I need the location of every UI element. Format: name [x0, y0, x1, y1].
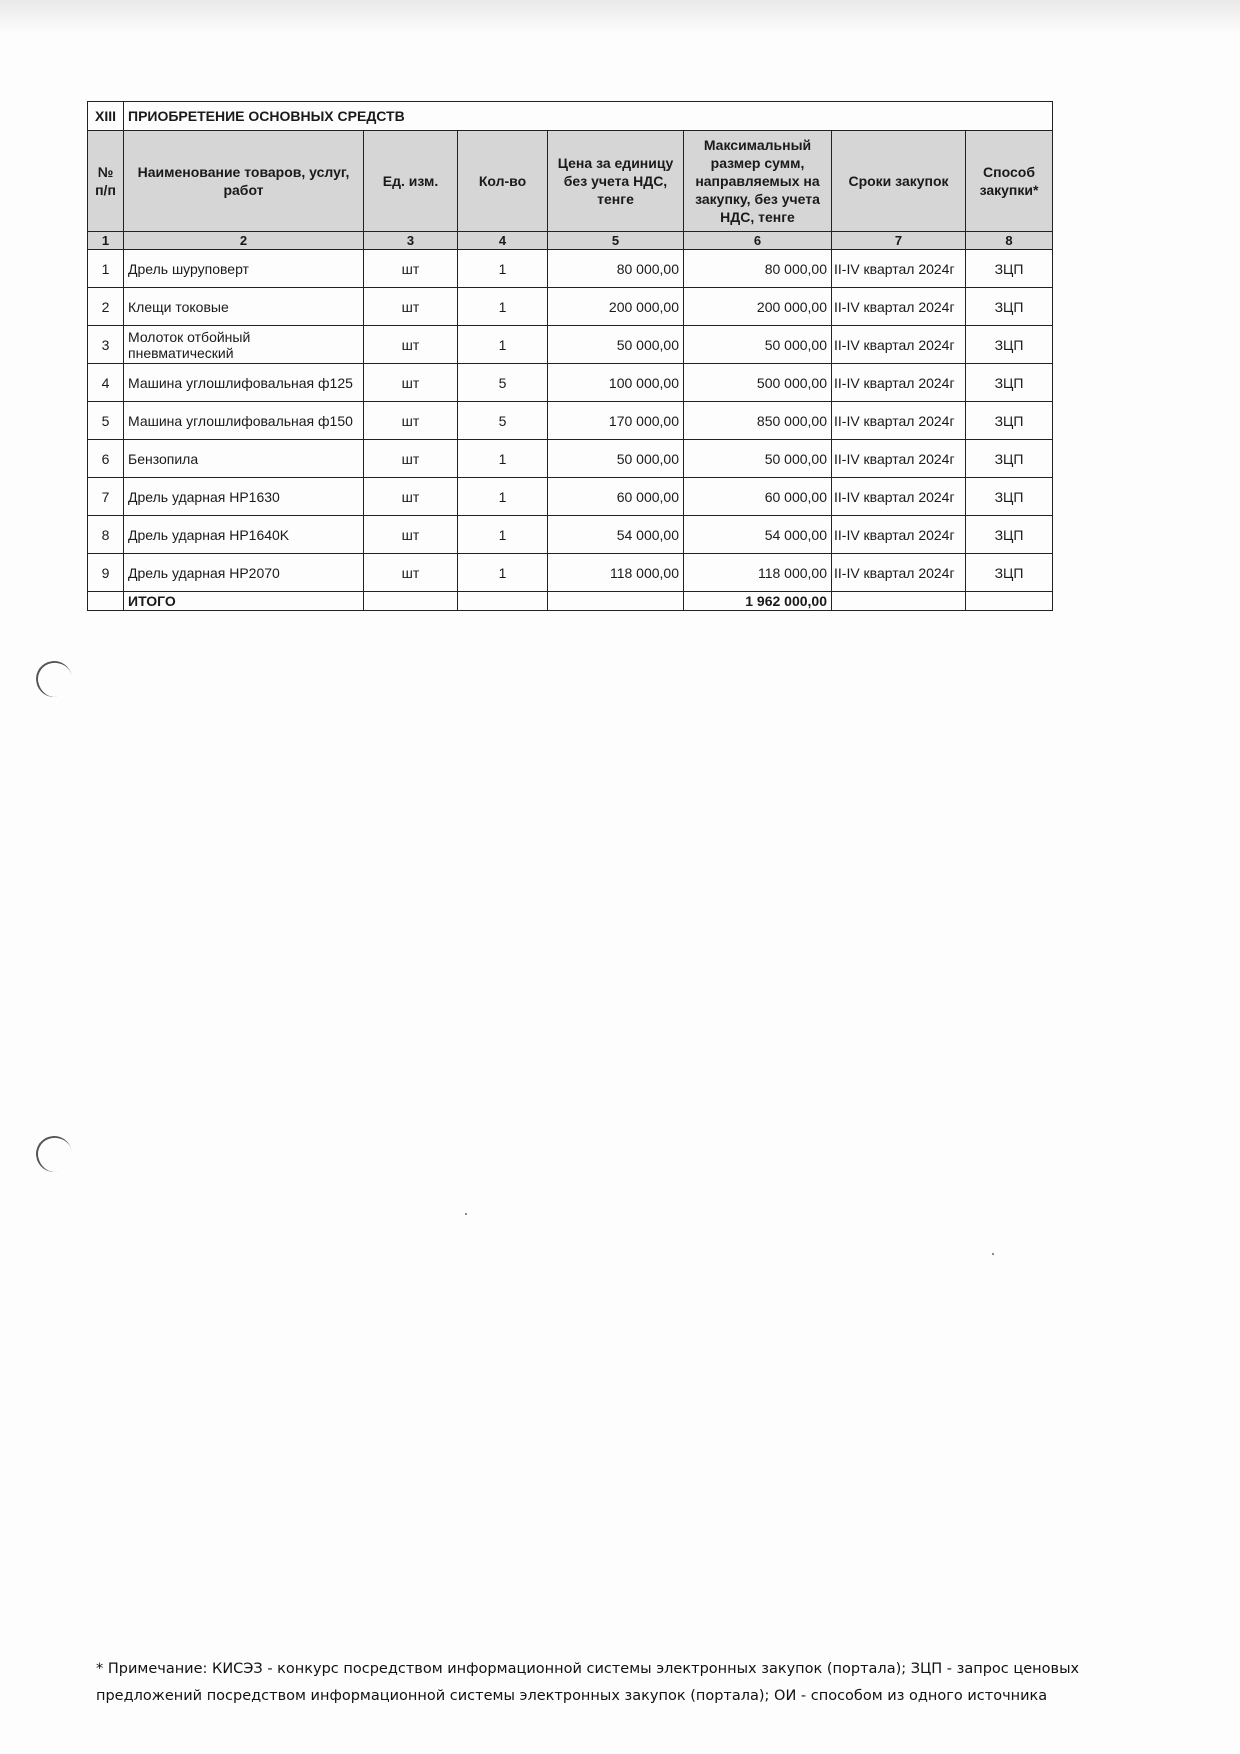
procurement-method: ЗЦП [966, 288, 1053, 326]
table-row [88, 288, 1053, 326]
col-header-num: № п/п [88, 131, 124, 232]
scan-speck [465, 1213, 467, 1215]
total-empty-cell [88, 592, 124, 611]
scan-shadow [0, 0, 1240, 34]
procurement-period: II-IV квартал 2024г [832, 288, 966, 326]
table-row [88, 516, 1053, 554]
max-sum: 60 000,00 [684, 478, 832, 516]
max-sum: 54 000,00 [684, 516, 832, 554]
total-empty-cell [832, 592, 966, 611]
unit: шт [364, 402, 458, 440]
row-number: 8 [88, 516, 124, 554]
row-number: 7 [88, 478, 124, 516]
col-index: 7 [832, 232, 966, 250]
row-number: 5 [88, 402, 124, 440]
unit: шт [364, 516, 458, 554]
procurement-method: ЗЦП [966, 326, 1053, 364]
unit: шт [364, 554, 458, 592]
footnote [96, 1656, 1116, 1710]
col-index: 6 [684, 232, 832, 250]
column-index-row [88, 232, 1053, 250]
procurement-method: ЗЦП [966, 440, 1053, 478]
row-number: 3 [88, 326, 124, 364]
quantity: 5 [458, 364, 548, 402]
procurement-period: II-IV квартал 2024г [832, 516, 966, 554]
max-sum: 50 000,00 [684, 326, 832, 364]
item-name: Клещи токовые [124, 288, 364, 326]
row-number: 4 [88, 364, 124, 402]
quantity: 1 [458, 516, 548, 554]
total-amount: 1 962 000,00 [684, 592, 832, 611]
table-row [88, 478, 1053, 516]
col-index: 5 [548, 232, 684, 250]
quantity: 1 [458, 250, 548, 288]
max-sum: 50 000,00 [684, 440, 832, 478]
unit: шт [364, 326, 458, 364]
row-number: 9 [88, 554, 124, 592]
item-name: Машина углошлифовальная ф150 [124, 402, 364, 440]
col-header-max-sum: Максимальный размер сумм, направляемых на закупку, без учета НДС, тенге [684, 131, 832, 232]
col-index: 2 [124, 232, 364, 250]
unit-price: 118 000,00 [548, 554, 684, 592]
col-index: 1 [88, 232, 124, 250]
quantity: 5 [458, 402, 548, 440]
max-sum: 80 000,00 [684, 250, 832, 288]
unit-price: 80 000,00 [548, 250, 684, 288]
quantity: 1 [458, 288, 548, 326]
procurement-period: II-IV квартал 2024г [832, 440, 966, 478]
unit: шт [364, 250, 458, 288]
section-row [88, 102, 1053, 131]
total-empty-cell [966, 592, 1053, 611]
punch-hole-top [33, 658, 75, 700]
quantity: 1 [458, 554, 548, 592]
row-number: 2 [88, 288, 124, 326]
total-row [88, 592, 1053, 611]
unit-price: 60 000,00 [548, 478, 684, 516]
footnote-line-1: * Примечание: КИСЭЗ - конкурс посредством информационной системы электронных закупок (портала); ЗЦП - запрос ценовых [96, 1661, 1080, 1677]
header-row [88, 131, 1053, 232]
table-row [88, 364, 1053, 402]
col-header-period: Сроки закупок [832, 131, 966, 232]
item-name: Дрель ударная HP1640K [124, 516, 364, 554]
unit: шт [364, 288, 458, 326]
table-row [88, 250, 1053, 288]
item-name: Дрель ударная HP1630 [124, 478, 364, 516]
quantity: 1 [458, 326, 548, 364]
total-empty-cell [458, 592, 548, 611]
item-name: Дрель ударная HP2070 [124, 554, 364, 592]
table-row [88, 440, 1053, 478]
item-name: Бензопила [124, 440, 364, 478]
quantity: 1 [458, 440, 548, 478]
col-header-name: Наименование товаров, услуг, работ [124, 131, 364, 232]
col-header-unit: Ед. изм. [364, 131, 458, 232]
unit-price: 50 000,00 [548, 440, 684, 478]
scan-speck [992, 1253, 994, 1255]
unit-price: 54 000,00 [548, 516, 684, 554]
max-sum: 850 000,00 [684, 402, 832, 440]
procurement-period: II-IV квартал 2024г [832, 554, 966, 592]
max-sum: 500 000,00 [684, 364, 832, 402]
total-empty-cell [364, 592, 458, 611]
col-header-qty: Кол-во [458, 131, 548, 232]
max-sum: 118 000,00 [684, 554, 832, 592]
table-row [88, 402, 1053, 440]
procurement-method: ЗЦП [966, 250, 1053, 288]
unit-price: 200 000,00 [548, 288, 684, 326]
procurement-period: II-IV квартал 2024г [832, 402, 966, 440]
procurement-method: ЗЦП [966, 516, 1053, 554]
unit: шт [364, 478, 458, 516]
total-label: ИТОГО [124, 592, 364, 611]
item-name: Машина углошлифовальная ф125 [124, 364, 364, 402]
unit: шт [364, 440, 458, 478]
unit-price: 170 000,00 [548, 402, 684, 440]
unit: шт [364, 364, 458, 402]
procurement-period: II-IV квартал 2024г [832, 364, 966, 402]
procurement-method: ЗЦП [966, 402, 1053, 440]
procurement-method: ЗЦП [966, 478, 1053, 516]
col-header-price: Цена за единицу без учета НДС, тенге [548, 131, 684, 232]
procurement-method: ЗЦП [966, 364, 1053, 402]
item-name: Молоток отбойный пневматический [124, 326, 364, 364]
row-number: 6 [88, 440, 124, 478]
procurement-table [87, 101, 1053, 611]
col-index: 8 [966, 232, 1053, 250]
quantity: 1 [458, 478, 548, 516]
footnote-line-2: предложений посредством информационной системы электронных закупок (портала); ОИ - способом из одного источника [96, 1688, 1048, 1704]
section-number: XIII [88, 102, 124, 131]
total-empty-cell [548, 592, 684, 611]
unit-price: 50 000,00 [548, 326, 684, 364]
table-row [88, 554, 1053, 592]
procurement-period: II-IV квартал 2024г [832, 326, 966, 364]
max-sum: 200 000,00 [684, 288, 832, 326]
unit-price: 100 000,00 [548, 364, 684, 402]
col-header-method: Способ закупки* [966, 131, 1053, 232]
procurement-method: ЗЦП [966, 554, 1053, 592]
row-number: 1 [88, 250, 124, 288]
table-row [88, 326, 1053, 364]
col-index: 4 [458, 232, 548, 250]
procurement-period: II-IV квартал 2024г [832, 250, 966, 288]
procurement-period: II-IV квартал 2024г [832, 478, 966, 516]
punch-hole-bottom [33, 1133, 75, 1175]
section-title: ПРИОБРЕТЕНИЕ ОСНОВНЫХ СРЕДСТВ [124, 102, 1053, 131]
col-index: 3 [364, 232, 458, 250]
item-name: Дрель шуруповерт [124, 250, 364, 288]
